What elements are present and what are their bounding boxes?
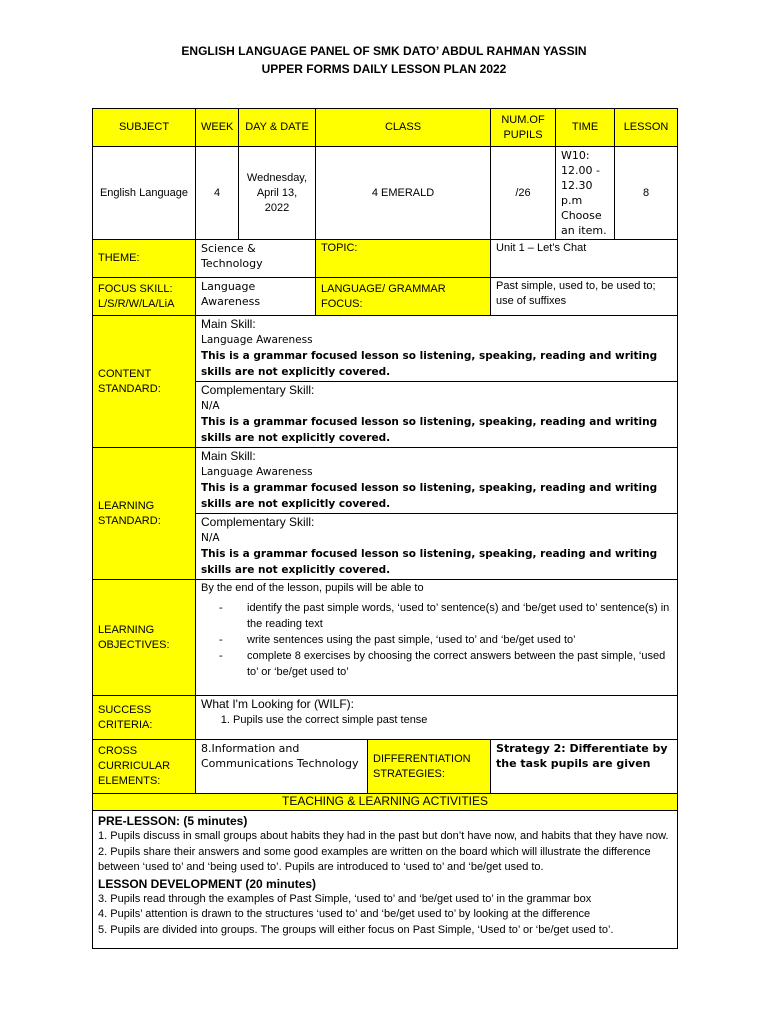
objectives-label: LEARNING OBJECTIVES: [93, 580, 196, 696]
grammar-focus-label: LANGUAGE/ GRAMMAR FOCUS: [316, 278, 491, 316]
col-time: TIME [556, 109, 615, 147]
learning-standard-main [196, 448, 678, 514]
content-standard-label: CONTENT STANDARD: [93, 316, 196, 448]
activities-title: TEACHING & LEARNING ACTIVITIES [93, 794, 678, 811]
pre-lesson-title: PRE-LESSON: (5 minutes) [98, 814, 248, 828]
success-list [201, 712, 672, 728]
lesson-value: 8 [615, 147, 678, 240]
class-value: 4 EMERALD [316, 147, 491, 240]
objectives-row [93, 580, 678, 696]
item-number: 1. [98, 830, 108, 842]
learning-standard-label: LEARNING STANDARD: [93, 448, 196, 580]
grammar-focus-value: Past simple, used to, be used to; use of suffixes [491, 278, 678, 316]
focus-skill-label: FOCUS SKILL: L/S/R/W/LA/LiA [93, 278, 196, 316]
day-date-value: Wednesday, April 13, 2022 [239, 147, 316, 240]
panel-title: ENGLISH LANGUAGE PANEL OF SMK DATO’ ABDUL RAHMAN YASSIN [181, 44, 587, 58]
main-skill-note: This is a grammar focused lesson so listening, speaking, reading and writing skills are not explicitly covered. [201, 482, 658, 510]
success-label: SUCCESS CRITERIA: [93, 696, 196, 740]
complementary-skill-note: This is a grammar focused lesson so listening, speaking, reading and writing skills are not explicitly covered. [201, 548, 658, 576]
focus-skill-value: Language Awareness [196, 278, 316, 316]
week-value: 4 [196, 147, 239, 240]
cross-value: 8.Information and Communications Technology [196, 740, 368, 794]
list-item: - complete 8 exercises by choosing the correct answers between the past simple, ‘used to’ or ‘be/get used to’ [241, 648, 672, 680]
theme-value: Science & Technology [196, 240, 316, 278]
item-text: Pupils are divided into groups. The groups will either focus on Past Simple, ‘Used to’ or ‘be/get used to’. [110, 923, 614, 936]
num-pupils-value: /26 [491, 147, 556, 240]
item-text: Pupils read through the examples of Past Simple, ‘used to’ and ‘be/get used to’ in the grammar box [110, 892, 592, 905]
item-number: 5. [98, 923, 108, 936]
plan-title: UPPER FORMS DAILY LESSON PLAN 2022 [261, 62, 507, 76]
complementary-skill-title: Complementary Skill: [201, 383, 315, 397]
main-skill-note: This is a grammar focused lesson so listening, speaking, reading and writing skills are not explicitly covered. [201, 350, 658, 378]
item-text: Pupils’ attention is drawn to the structures ‘used to’ and ‘be/get used to’ by looking at the difference [110, 908, 591, 920]
differentiation-value: Strategy 2: Differentiate by the task pupils are given [491, 740, 678, 794]
main-skill-value: Language Awareness [201, 466, 313, 478]
objectives-content [196, 580, 678, 696]
list-item: - write sentences using the past simple, ‘used to’ and ‘be/get used to’ [241, 632, 672, 648]
item-text: Pupils share their answers and some good examples are written on the board which will illustrate the difference between ‘used to’ and ‘being used to’. Pupils are introduced to ‘used to’ and ‘be/get used to. [98, 845, 651, 873]
theme-row [93, 240, 678, 278]
col-day-date: DAY & DATE [239, 109, 316, 147]
header-row [93, 109, 678, 147]
item-number: 3. [98, 892, 108, 905]
focus-row [93, 278, 678, 316]
differentiation-label: DIFFERENTIATION STRATEGIES: [368, 740, 491, 794]
activities-title-row [93, 794, 678, 811]
activities-row [93, 811, 678, 949]
item-number: 2. [98, 845, 108, 858]
wilf-title: What I'm Looking for (WILF): [201, 697, 354, 711]
info-row [93, 147, 678, 240]
topic-label: TOPIC: [316, 240, 491, 278]
complementary-skill-value: N/A [201, 400, 220, 412]
cross-row [93, 740, 678, 794]
complementary-skill-note: This is a grammar focused lesson so listening, speaking, reading and writing skills are not explicitly covered. [201, 416, 658, 444]
lesson-development-title: LESSON DEVELOPMENT (20 minutes) [98, 876, 317, 891]
complementary-skill-title: Complementary Skill: [201, 515, 315, 529]
activities-content [93, 811, 678, 949]
item-text: Pupils discuss in small groups about habits they had in the past but don’t have now, and habits that they have now. [110, 830, 669, 842]
col-class: CLASS [316, 109, 491, 147]
col-subject: SUBJECT [93, 109, 196, 147]
list-item: 1. Pupils use the correct simple past tense [233, 712, 672, 728]
objectives-list [201, 600, 672, 680]
learning-standard-comp [196, 514, 678, 580]
lesson-plan-table [92, 108, 678, 949]
main-skill-title: Main Skill: [201, 317, 256, 331]
content-standard-main [196, 316, 678, 382]
col-num-pupils: NUM.OF PUPILS [491, 109, 556, 147]
subject-value: English Language [93, 147, 196, 240]
complementary-skill-value: N/A [201, 532, 220, 544]
list-item [98, 923, 672, 939]
item-number: 4. [98, 908, 108, 920]
content-standard-comp [196, 382, 678, 448]
col-week: WEEK [196, 109, 239, 147]
main-skill-title: Main Skill: [201, 449, 256, 463]
list-item: - identify the past simple words, ‘used to’ sentence(s) and ‘be/get used to’ sentence(s) in the reading text [241, 600, 672, 632]
col-lesson: LESSON [615, 109, 678, 147]
cross-label: CROSS CURRICULAR ELEMENTS: [93, 740, 196, 794]
time-value[interactable]: W10: 12.00 - 12.30 p.m Choose an item. [556, 147, 615, 240]
objectives-intro: By the end of the lesson, pupils will be able to [201, 582, 424, 594]
content-standard-main-row [93, 316, 678, 382]
list-item [98, 829, 672, 845]
topic-value: Unit 1 – Let’s Chat [491, 240, 678, 278]
list-item [98, 907, 672, 923]
success-content [196, 696, 678, 740]
theme-label: THEME: [93, 240, 196, 278]
success-row [93, 696, 678, 740]
list-item [98, 892, 672, 908]
list-item [98, 845, 672, 876]
main-skill-value: Language Awareness [201, 334, 313, 346]
learning-standard-main-row [93, 448, 678, 514]
